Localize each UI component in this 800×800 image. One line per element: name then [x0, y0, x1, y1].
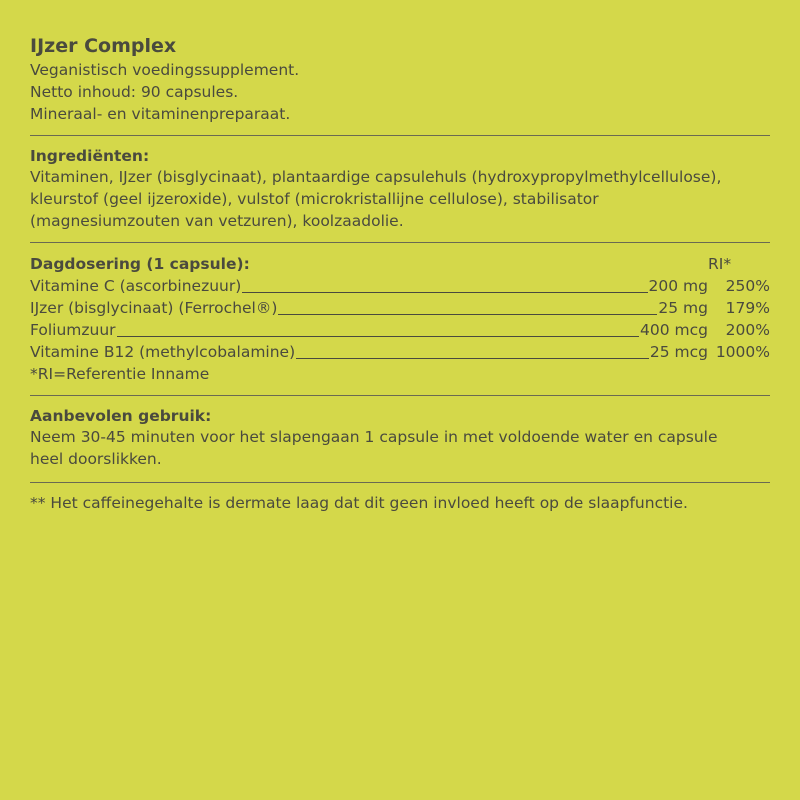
nutrient-name: Vitamine B12 (methylcobalamine) — [30, 343, 296, 361]
nutrient-ri: 250% — [725, 277, 770, 295]
leader-line — [242, 291, 647, 293]
nutrient-amount: 25 mcg — [649, 343, 708, 361]
nutrient-ri: 179% — [725, 299, 770, 317]
usage-line: heel doorslikken. — [30, 450, 162, 468]
nutrient-amount: 25 mg — [658, 299, 708, 317]
caffeine-note: ** Het caffeinegehalte is dermate laag dat dit geen invloed heeft op de slaapfunctie. — [30, 494, 688, 512]
ingredients-section — [30, 146, 770, 232]
dosage-row — [30, 319, 770, 341]
leader-line — [278, 313, 657, 315]
leader-line — [117, 335, 639, 337]
ingredients-line: Vitaminen, IJzer (bisglycinaat), plantaardige capsulehuls (hydroxypropylmethylcellulose), — [30, 168, 722, 186]
nutrient-name: Foliumzuur — [30, 321, 116, 339]
note-section — [30, 492, 770, 514]
divider — [30, 135, 770, 136]
divider — [30, 482, 770, 483]
ri-column-header: RI* — [708, 255, 732, 273]
divider — [30, 242, 770, 243]
nutrient-amount: 400 mcg — [640, 321, 708, 339]
header-line-type: Veganistisch voedingssupplement. — [30, 61, 300, 79]
divider — [30, 395, 770, 396]
nutrient-ri: 1000% — [715, 343, 770, 361]
ingredients-line: (magnesiumzouten van vetzuren), koolzaadolie. — [30, 212, 404, 230]
usage-section — [30, 406, 770, 470]
usage-line: Neem 30-45 minuten voor het slapengaan 1 capsule in met voldoende water en capsule — [30, 428, 718, 446]
header-line-category: Mineraal- en vitaminenpreparaat. — [30, 105, 291, 123]
product-label — [30, 33, 770, 514]
dosage-row — [30, 275, 770, 297]
header-section — [30, 33, 770, 125]
nutrient-name: Vitamine C (ascorbinezuur) — [30, 277, 242, 295]
product-title: IJzer Complex — [30, 35, 177, 57]
dosage-header-row — [30, 253, 770, 275]
usage-heading: Aanbevolen gebruik: — [30, 407, 212, 425]
nutrient-name: IJzer (bisglycinaat) (Ferrochel®) — [30, 299, 278, 317]
dosage-row — [30, 341, 770, 363]
dosage-heading: Dagdosering (1 capsule): — [30, 255, 250, 273]
ingredients-heading: Ingrediënten: — [30, 147, 150, 165]
ingredients-line: kleurstof (geel ijzeroxide), vulstof (microkristallijne cellulose), stabilisator — [30, 190, 599, 208]
ri-footnote: *RI=Referentie Inname — [30, 365, 210, 383]
dosage-section — [30, 253, 770, 385]
nutrient-amount: 200 mg — [648, 277, 708, 295]
dosage-row — [30, 297, 770, 319]
nutrient-ri: 200% — [725, 321, 770, 339]
leader-line — [296, 357, 649, 359]
header-line-contents: Netto inhoud: 90 capsules. — [30, 83, 239, 101]
